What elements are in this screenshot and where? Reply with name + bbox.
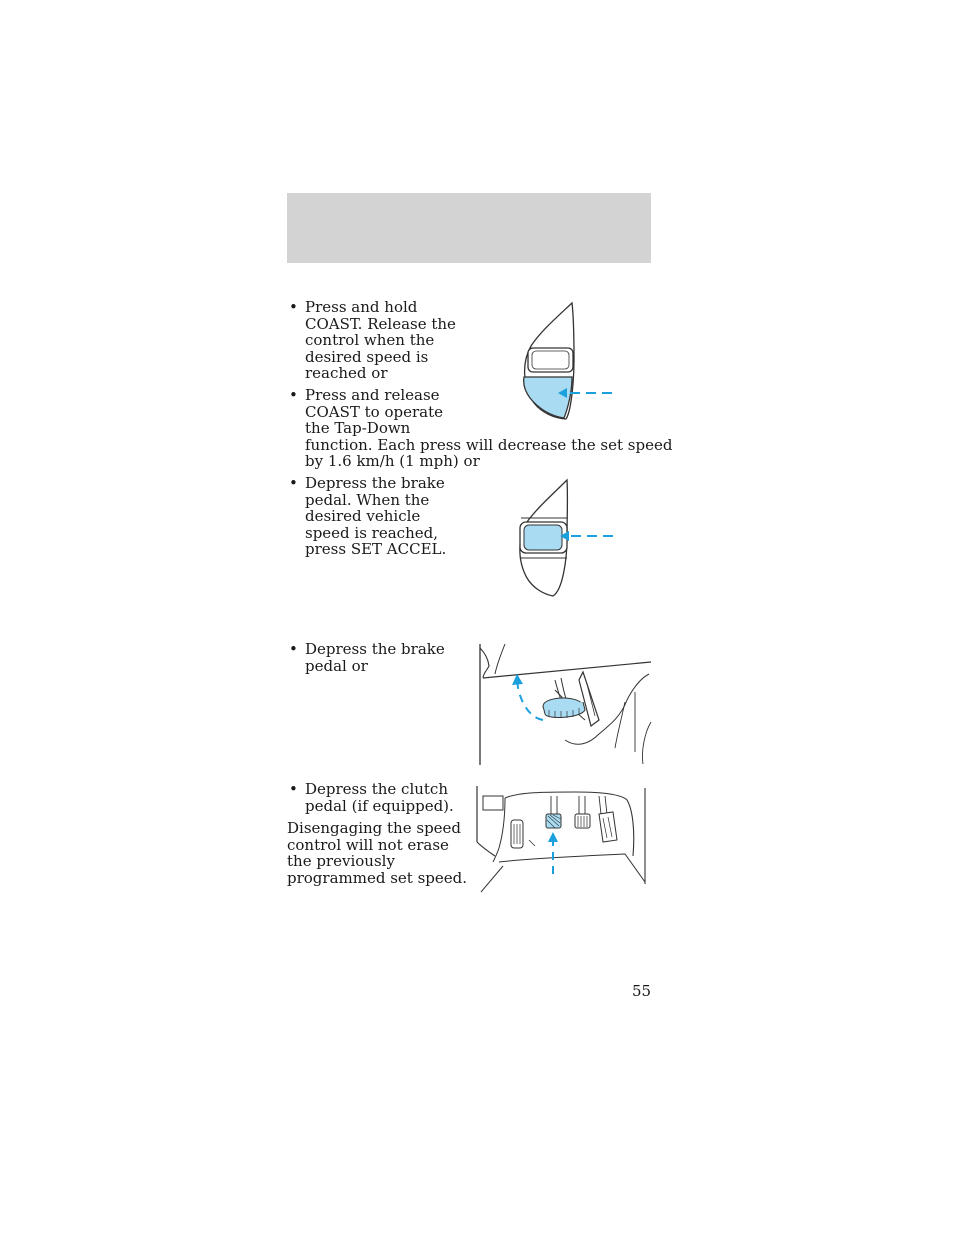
text-line: Press and release xyxy=(305,386,440,404)
text-line: Depress the brake xyxy=(305,640,445,658)
text-line: pedal. When the xyxy=(305,490,430,509)
text-line: pedal or xyxy=(305,656,368,675)
text-line: control will not erase xyxy=(287,835,449,854)
text-line: Disengaging the speed xyxy=(287,819,462,837)
text-line: the Tap-Down xyxy=(305,419,411,437)
text-line: Press and hold xyxy=(305,298,418,316)
text-line: Depress the brake xyxy=(305,474,445,492)
text-line: desired vehicle xyxy=(305,507,421,525)
text-line: desired speed is xyxy=(305,347,429,366)
text-line: programmed set speed. xyxy=(287,868,468,887)
text-line: Depress the clutch xyxy=(305,780,448,798)
bullet-marker: • xyxy=(289,298,298,316)
text-line: function. Each press will decrease the set speed xyxy=(305,435,673,454)
speed-control-switch-coast-icon xyxy=(520,300,620,422)
text-line: the previously xyxy=(287,852,395,870)
bullet-marker: • xyxy=(289,386,298,404)
note-paragraph xyxy=(287,820,467,886)
text-line: COAST to operate xyxy=(305,402,444,421)
section-header-band xyxy=(287,193,651,263)
bullet-marker: • xyxy=(289,474,298,492)
bullet-text-press-hold-coast xyxy=(305,299,456,382)
speed-control-switch-set-accel-icon xyxy=(515,478,617,598)
bullet-text-brake-set-accel xyxy=(305,475,446,558)
brake-pedal-illustration-icon xyxy=(475,640,651,768)
text-line: COAST. Release the xyxy=(305,314,456,333)
text-line: press SET ACCEL. xyxy=(305,540,447,558)
clutch-pedal-illustration-icon xyxy=(475,782,650,896)
bullet-text-depress-clutch xyxy=(305,781,454,814)
bullet-text-depress-brake xyxy=(305,641,445,674)
text-line: reached or xyxy=(305,364,388,382)
text-line: by 1.6 km/h (1 mph) or xyxy=(305,452,480,470)
text-line: pedal (if equipped). xyxy=(305,796,454,815)
bullet-marker: • xyxy=(289,640,298,658)
text-line: speed is reached, xyxy=(305,523,438,542)
bullet-marker: • xyxy=(289,780,298,798)
text-line: control when the xyxy=(305,331,435,349)
page-number: 55 xyxy=(632,982,652,1000)
